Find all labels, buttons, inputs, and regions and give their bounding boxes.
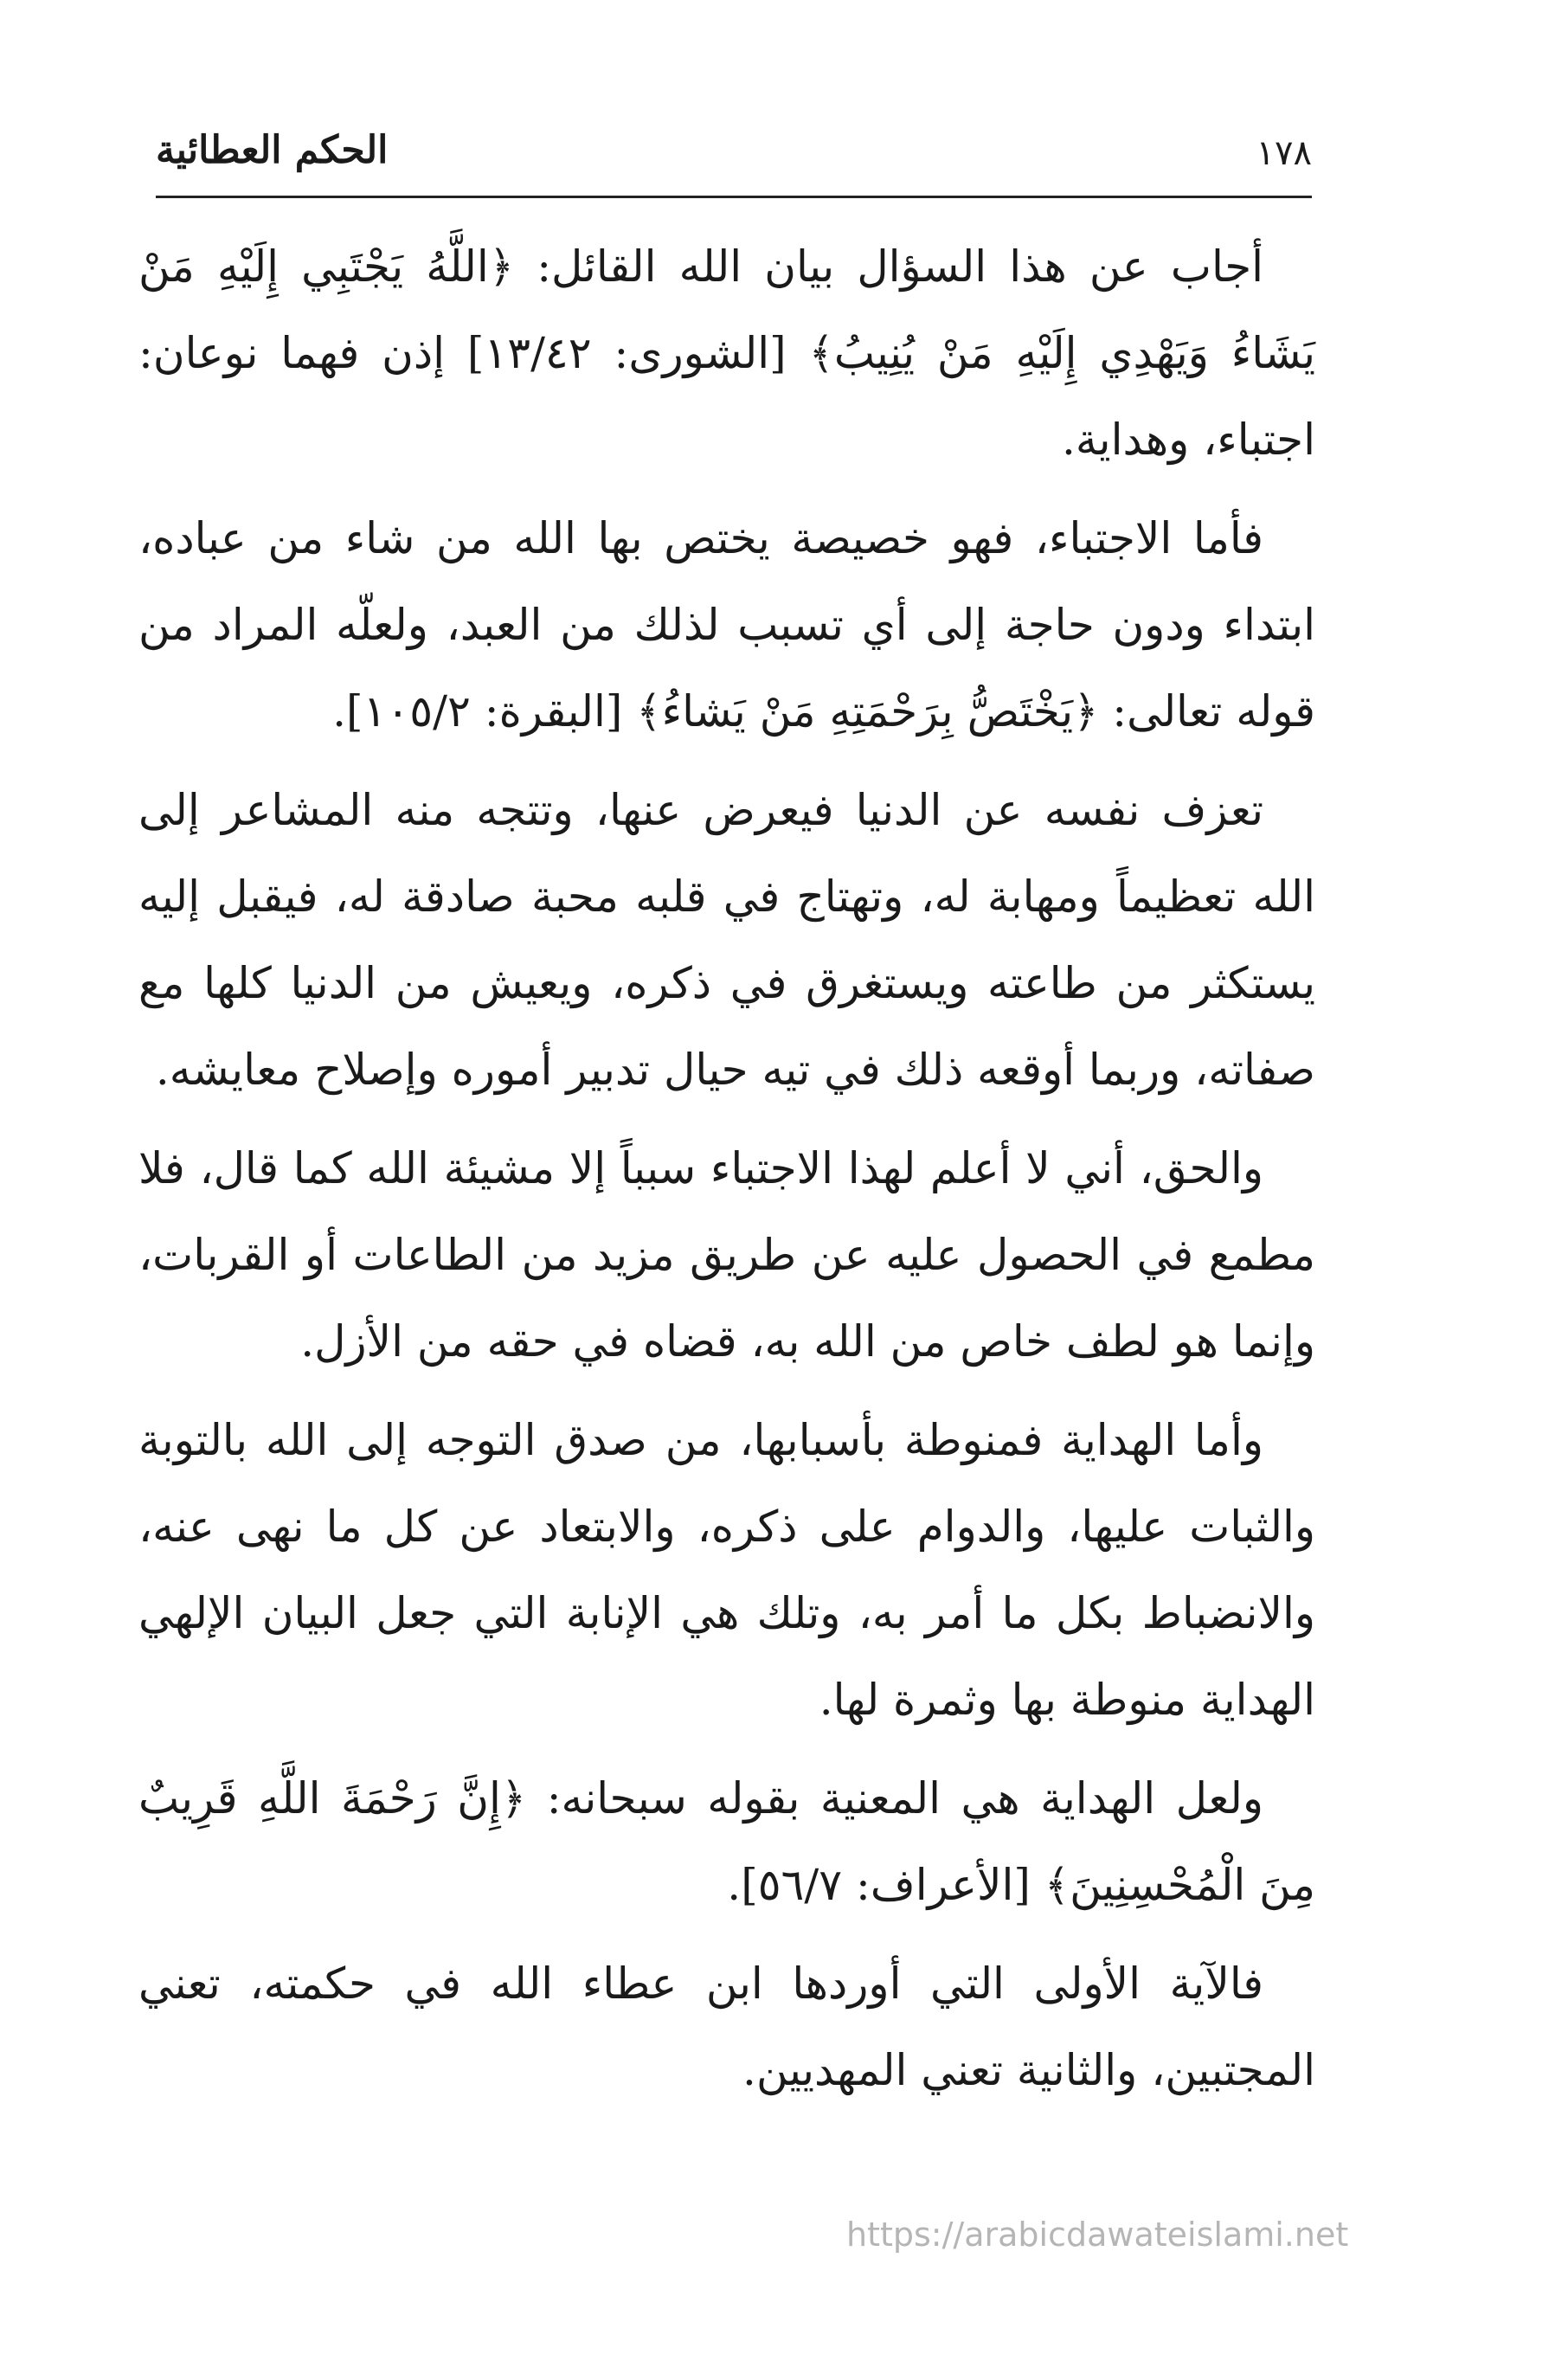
paragraph-6: ولعل الهداية هي المعنية بقوله سبحانه: ﴿إِنَّ رَحْمَةَ اللَّهِ قَرِيبٌ مِنَ الْمُحْسِنِينَ﴾ [الأعراف: ٥٦/٧].	[138, 1773, 1315, 1910]
page-body	[138, 223, 1315, 2126]
paragraph-2: فأما الاجتباء، فهو خصيصة يختص بها الله من شاء من عباده، ابتداء ودون حاجة إلى أي تسبب لذلك من العبد، ولعلّه المراد من قوله تعالى: ﴿يَخْتَصُّ بِرَحْمَتِهِ مَنْ يَشاءُ﴾ [البقرة: ١٠٥/٢].	[138, 513, 1315, 736]
page-header	[156, 128, 1312, 190]
header-divider	[156, 196, 1312, 198]
paragraph-4: والحق، أني لا أعلم لهذا الاجتباء سبباً إلا مشيئة الله كما قال، فلا مطمع في الحصول عليه عن طريق مزيد من الطاعات أو القربات، وإنما هو لطف خاص من الله به، قضاه في حقه من الأزل.	[138, 1143, 1315, 1367]
source-url-watermark: https://arabicdawateislami.net	[846, 2216, 1349, 2254]
paragraph-1: أجاب عن هذا السؤال بيان الله القائل: ﴿اللَّهُ يَجْتَبِي إِلَيْهِ مَنْ يَشَاءُ وَيَهْدِي إِلَيْهِ مَنْ يُنِيبُ﴾ [الشورى: ١٣/٤٢] إذن فهما نوعان: اجتباء، وهداية.	[138, 241, 1315, 465]
page-number: ١٧٨	[1256, 133, 1312, 173]
paragraph-3: تعزف نفسه عن الدنيا فيعرض عنها، وتتجه منه المشاعر إلى الله تعظيماً ومهابة له، وتهتاج في قلبه محبة صادقة له، فيقبل إليه يستكثر من طاعته ويستغرق في ذكره، ويعيش من الدنيا كلها مع صفاته، وربما أوقعه ذلك في تيه حيال تدبير أموره وإصلاح معايشه.	[138, 785, 1315, 1095]
paragraph-7: فالآية الأولى التي أوردها ابن عطاء الله في حكمته، تعني المجتبين، والثانية تعني المهديين.	[138, 1959, 1315, 2095]
book-title: الحكم العطائية	[156, 128, 389, 172]
paragraph-5: وأما الهداية فمنوطة بأسبابها، من صدق التوجه إلى الله بالتوبة والثبات عليها، والدوام على ذكره، والابتعاد عن كل ما نهى عنه، والانضباط بكل ما أمر به، وتلك هي الإنابة التي جعل البيان الإلهي الهداية منوطة بها وثمرة لها.	[138, 1415, 1315, 1725]
